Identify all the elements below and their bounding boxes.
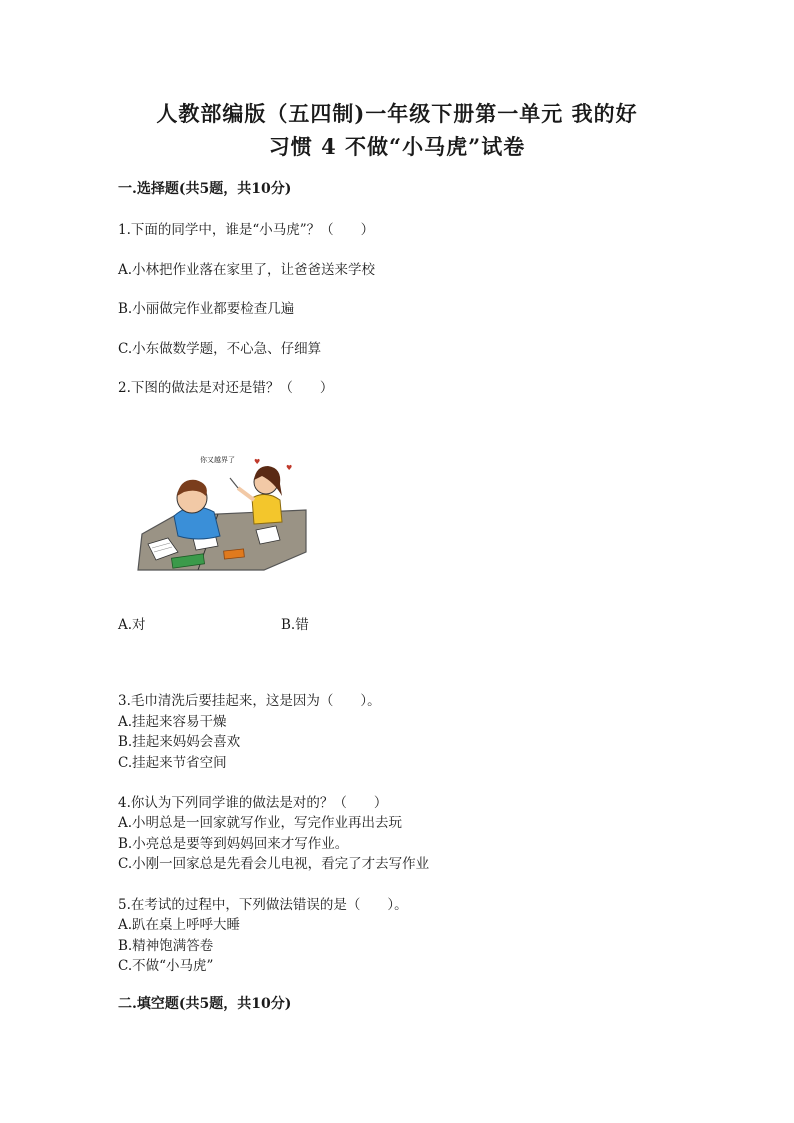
document-title-line-1: 人教部编版（五四制)一年级下册第一单元 我的好	[156, 101, 638, 126]
question-3-option-b: B.挂起来妈妈会喜欢	[118, 734, 241, 750]
question-2-option-b: B.错	[281, 617, 309, 633]
question-1-option-b: B.小丽做完作业都要检查几遍	[118, 301, 295, 317]
question-1-option-a: A.小林把作业落在家里了，让爸爸送来学校	[118, 262, 376, 278]
question-3-stem: 3.毛巾清洗后要挂起来，这是因为（ ）。	[118, 693, 381, 709]
question-2-stem: 2.下图的做法是对还是错？（ ）	[118, 380, 334, 396]
question-2-illustration	[134, 452, 309, 574]
question-4-option-c: C.小刚一回家总是先看会儿电视，看完了才去写作业	[118, 856, 430, 872]
question-3-option-a: A.挂起来容易干燥	[118, 714, 227, 730]
question-4-option-b: B.小亮总是要等到妈妈回来才写作业。	[118, 836, 349, 852]
svg-text:♥: ♥	[286, 464, 293, 472]
question-5-stem: 5.在考试的过程中，下列做法错误的是（ ）。	[118, 897, 408, 913]
section-heading-fill-blank: 二.填空题(共5题，共10分)	[118, 996, 292, 1012]
illustration-speech-text: 你又越界了	[200, 456, 235, 464]
document-title-line-2: 习惯 4 不做“小马虎”试卷	[268, 134, 526, 159]
section-heading-choice: 一.选择题(共5题，共10分)	[118, 181, 292, 197]
question-3-option-c: C.挂起来节省空间	[118, 755, 227, 771]
question-2-option-a: A.对	[118, 617, 146, 633]
question-5-option-a: A.趴在桌上呼呼大睡	[118, 917, 241, 933]
question-5-option-b: B.精神饱满答卷	[118, 938, 214, 954]
question-4-stem: 4.你认为下列同学谁的做法是对的？（ ）	[118, 795, 388, 811]
question-1-stem: 1.下面的同学中，谁是“小马虎”？（ ）	[118, 222, 375, 238]
question-5-option-c: C.不做“小马虎”	[118, 958, 214, 974]
question-1-option-c: C.小东做数学题，不心急、仔细算	[118, 341, 322, 357]
question-4-option-a: A.小明总是一回家就写作业，写完作业再出去玩	[118, 815, 403, 831]
svg-text:♥: ♥	[254, 458, 261, 466]
